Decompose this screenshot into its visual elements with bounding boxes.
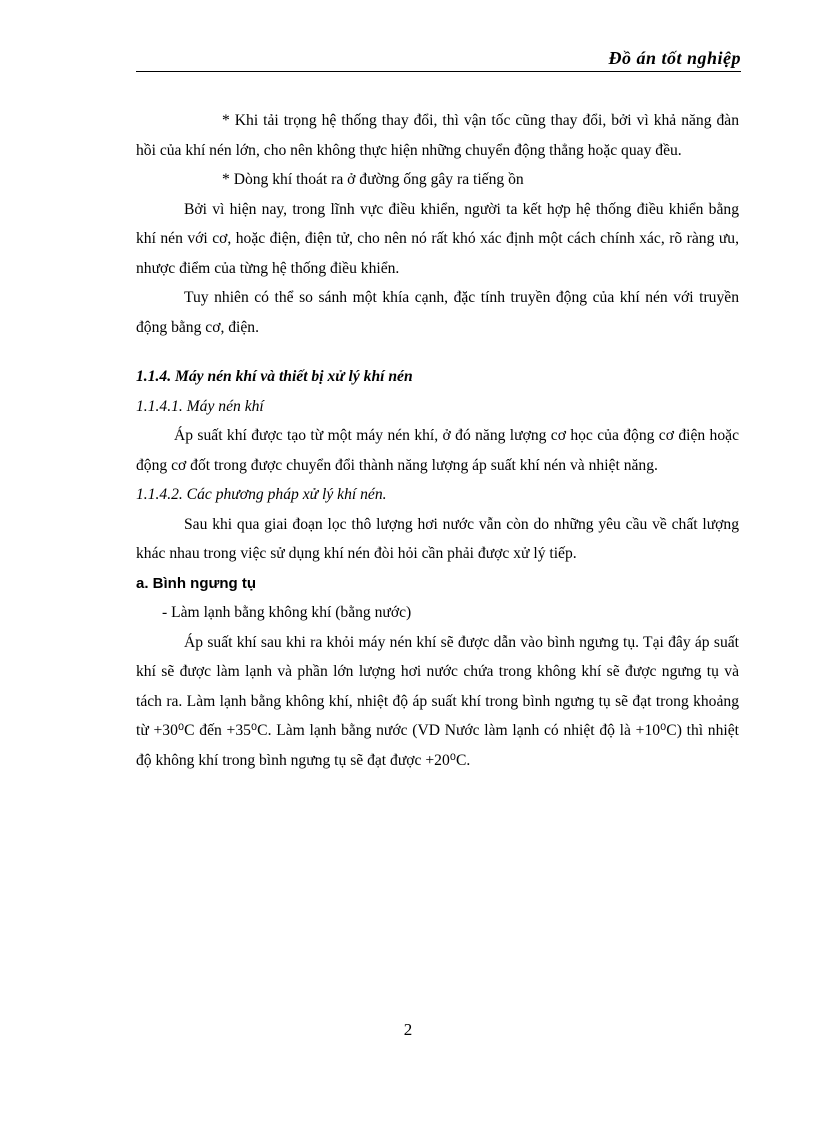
subsection-heading-1-1-4-2: 1.1.4.2. Các phương pháp xử lý khí nén. <box>136 486 387 503</box>
page-number: 2 <box>403 1020 413 1039</box>
paragraph-comparison: Tuy nhiên có thể so sánh một khía cạnh, đặc tính truyền động của khí nén với truyền động bằng cơ, điện. <box>136 289 739 336</box>
subsection-heading-1-1-4-1: 1.1.4.1. Máy nén khí <box>136 397 264 415</box>
header-rule <box>136 71 741 72</box>
spacer <box>136 342 739 353</box>
paragraph-control-systems: Bởi vì hiện nay, trong lĩnh vực điều khiển, người ta kết hợp hệ thống điều khiển bằng khí nén với cơ, hoặc điện, điện tử, cho nên nó rất khó xác định một cách chính xác, rõ ràng ưu, nhược điểm của từng hệ thống điều khiển. <box>136 200 739 277</box>
paragraph-condenser: Áp suất khí sau khi ra khỏi máy nén khí sẽ được dẫn vào bình ngưng tụ. Tại đây áp suất khí sẽ được làm lạnh và phần lớn lượng hơi nước chứa trong không khí sẽ được ngưng tụ và tách ra. Làm lạnh bằng không khí, nhiệt độ áp suất khí trong bình ngưng tụ sẽ đạt trong khoảng từ +30⁰C đến +35⁰C. Làm lạnh bằng nước (VD Nước làm lạnh có nhiệt độ là +10⁰C) thì nhiệt độ không khí trong bình ngưng tụ sẽ đạt được +20⁰C. <box>136 633 739 769</box>
paragraph-processing: Sau khi qua giai đoạn lọc thô lượng hơi nước vẫn còn do những yêu cầu về chất lượng khác nhau trong việc sử dụng khí nén đòi hỏi cần phải được xử lý tiếp. <box>136 515 739 562</box>
section-heading-1-1-4: 1.1.4. Máy nén khí và thiết bị xử lý khí nén <box>136 368 413 385</box>
heading-condenser: a. Bình ngưng tụ <box>136 574 257 592</box>
paragraph-load-change: * Khi tải trọng hệ thống thay đổi, thì vận tốc cũng thay đổi, bởi vì khả năng đàn hồi của khí nén lớn, cho nên không thực hiện những chuyển động thẳng hoặc quay đều. <box>136 112 739 159</box>
paragraph-noise: * Dòng khí thoát ra ở đường ống gây ra tiếng ồn <box>222 171 524 188</box>
list-item-cooling: - Làm lạnh bằng không khí (bằng nước) <box>162 604 412 621</box>
document-body <box>136 106 739 775</box>
page-header <box>136 46 741 72</box>
paragraph-compressor: Áp suất khí được tạo từ một máy nén khí, ở đó năng lượng cơ học của động cơ điện hoặc động cơ đốt trong được chuyển đổi thành năng lượng áp suất khí nén và nhiệt năng. <box>136 427 739 474</box>
header-title: Đồ án tốt nghiệp <box>608 48 741 68</box>
